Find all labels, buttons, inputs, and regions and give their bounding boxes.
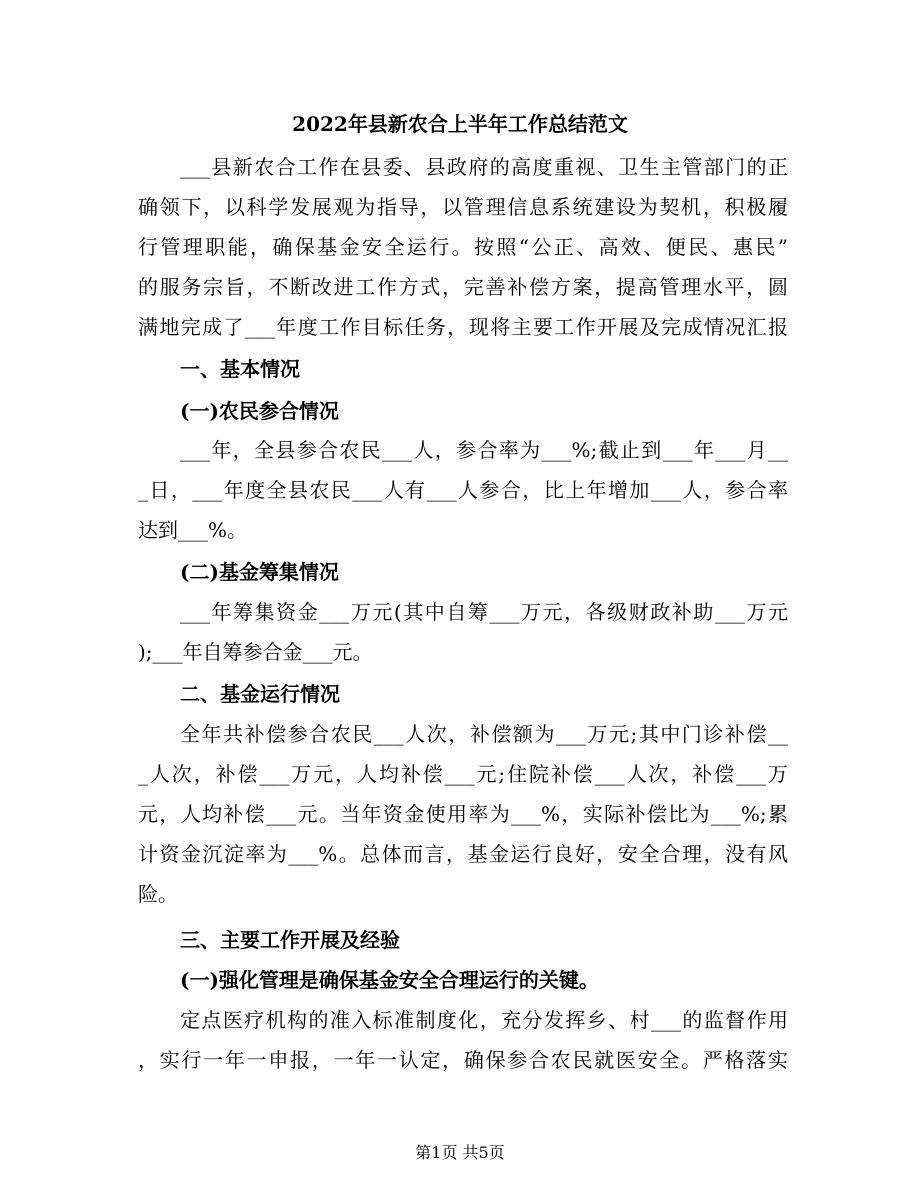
paragraph-line: 元，人均补偿___元。当年资金使用率为___%，实际补偿比为___%;累 [138,802,788,826]
paragraph-line: 达到___%。 [138,518,248,542]
paragraph-line: 计资金沉淀率为___%。总体而言，基金运行良好，安全合理，没有风 [138,842,788,866]
section-heading: 二、基金运行情况 [180,682,340,706]
section-heading: 三、主要工作开展及经验 [180,928,400,952]
paragraph-line: _人次，补偿___万元，人均补偿___元;住院补偿___人次，补偿___万 [138,762,788,786]
paragraph-line: 行管理职能，确保基金安全运行。按照“公正、高效、便民、惠民” [138,235,788,259]
paragraph-line: _日，___年度全县农民___人有___人参合，比上年增加___人，参合率 [138,478,788,502]
paragraph-line: 全年共补偿参合农民___人次，补偿额为___万元;其中门诊补偿__ [180,722,788,746]
paragraph-line: ___年筹集资金___万元(其中自筹___万元，各级财政补助___万元 [180,600,788,624]
paragraph-line: );___年自筹参合金___元。 [138,640,373,664]
document-title: 2022年县新农合上半年工作总结范文 [292,112,628,136]
page-number-footer: 第1页 共5页 [415,1143,505,1162]
subsection-heading: (一)农民参合情况 [180,399,339,423]
paragraph-line: ___年，全县参合农民___人，参合率为___%;截止到___年___月__ [180,438,788,462]
paragraph-line: 险。 [138,882,178,906]
paragraph-line: 的服务宗旨，不断改进工作方式，完善补偿方案，提高管理水平，圆 [138,275,788,299]
paragraph-line: 满地完成了___年度工作目标任务，现将主要工作开展及完成情况汇报 [138,315,788,339]
subsection-heading: (一)强化管理是确保基金安全合理运行的关键。 [180,968,599,992]
subsection-heading: (二)基金筹集情况 [180,560,339,584]
section-heading: 一、基本情况 [180,357,300,381]
paragraph-line: ，实行一年一申报，一年一认定，确保参合农民就医安全。严格落实 [138,1048,788,1072]
paragraph-line: 确领下，以科学发展观为指导，以管理信息系统建设为契机，积极履 [138,195,788,219]
paragraph-line: 定点医疗机构的准入标准制度化，充分发挥乡、村___的监督作用 [180,1008,788,1032]
paragraph-line: ___县新农合工作在县委、县政府的高度重视、卫生主管部门的正 [180,155,788,179]
